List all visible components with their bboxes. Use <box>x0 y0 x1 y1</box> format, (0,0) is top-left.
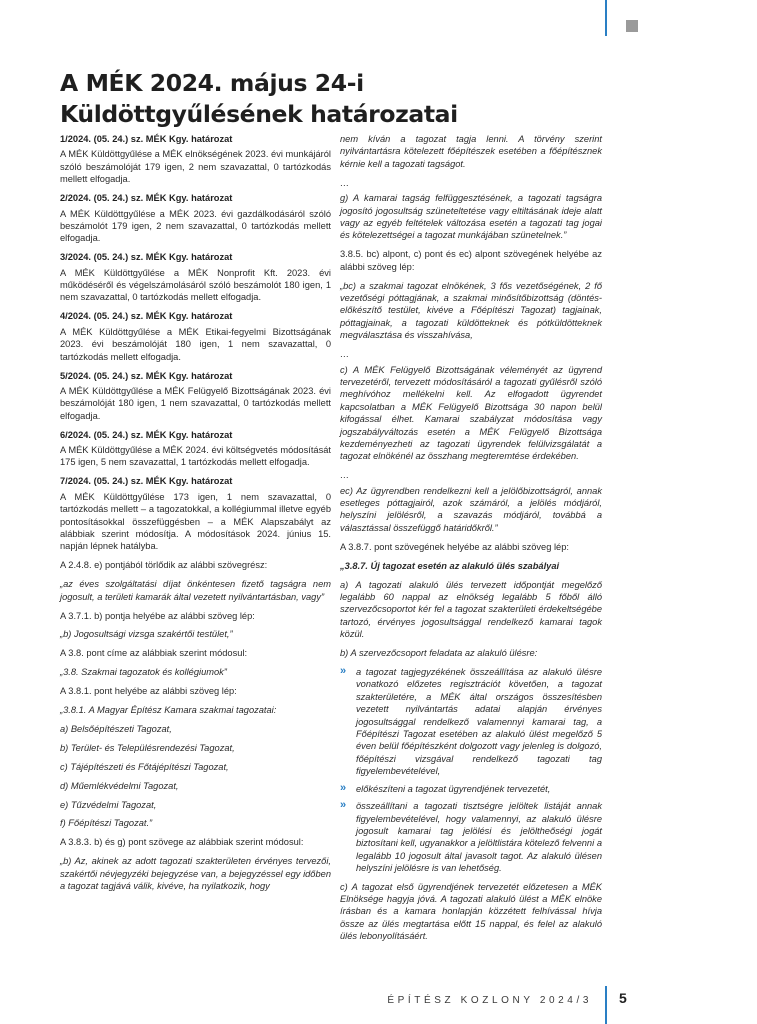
list-item: b) Terület- és Településrendezési Tagozat, <box>60 742 235 753</box>
list-item: » előkészíteni a tagozat ügyrendjének tervezetét, <box>340 781 551 794</box>
amendment-quote: b) A szervezőcsoport feladata az alakuló ülésre: <box>340 648 538 659</box>
amendment-intro: A 3.8.3. b) és g) pont szövege az alábbiak szerint módosul: <box>60 837 304 848</box>
list-item: a) Belsőépítészeti Tagozat, <box>60 723 172 734</box>
resolution-text: A MÉK Küldöttgyűlése a MÉK 2023. évi gazdálkodásáról szóló beszámolót 179 igen, 2 nem szavazattal, 0 tartózkodás mellett elfogadja. <box>60 208 331 244</box>
ellipsis: … <box>340 470 350 481</box>
list-item: » összeállítani a tagozati tisztségre jelöltek listáját annak figyelembevételével, hogy valamennyi, az alakuló ülésre jogosult kamarai tag jelölési és jelöltheőségi jogát biztosítani kell, ugyanakkor a jelöltlistára kötelező felvenni a legalább 10 jogosult által javasolt tagot. Az alakuló ülésen helyszíni jelölésre is van lehetőség. <box>340 799 602 874</box>
footer-accent-rule <box>605 986 607 1024</box>
resolution-heading: 7/2024. (05. 24.) sz. MÉK Kgy. határozat <box>60 476 233 487</box>
resolution-text: A MÉK Küldöttgyűlése 173 igen, 1 nem szavazattal, 0 tartózkodás mellett – a tagozatokkal, a kollégiummal illetve egyéb pontosításokkal összefüggésben – a MÉK Alapszabályt az alábbiak szerint módosítja. A módosítások 2024. június 15. napján lépnek hatályba. <box>60 491 331 552</box>
resolution-heading: 2/2024. (05. 24.) sz. MÉK Kgy. határozat <box>60 193 233 204</box>
list-item: c) Tájépítészeti és Főtájépítészi Tagozat, <box>60 761 229 772</box>
amendment-quote: „3.8. Szakmai tagozatok és kollégiumok” <box>60 667 227 678</box>
page-number: 5 <box>619 990 627 1006</box>
amendment-quote: nem kíván a tagozat tagja lenni. A törvény szerint nyilvántartásra kötelezett főépítészek esetében a főépítésznek kérnie kell a tagozati tagságot. <box>340 134 602 169</box>
bullet-icon: » <box>340 799 347 812</box>
resolution-heading: 1/2024. (05. 24.) sz. MÉK Kgy. határozat <box>60 134 233 144</box>
list-item: f) Főépítészi Tagozat.” <box>60 818 153 829</box>
amendment-quote: „bc) a szakmai tagozat elnökének, 3 fős vezetőségének, 2 fő vezetőségi póttagjának, a szakmai minősítőbizottság (döntés-előkészítő testület, kivéve a Főépítészi Tagozat) tagjainak, póttagjainak, a tagozati küldötteknek és pótküldötteknek megválasztása és visszahívása, <box>340 280 602 341</box>
right-column <box>340 133 602 949</box>
amendment-intro: 3.8.5. bc) alpont, c) pont és ec) alpont szövegének helyébe az alábbi szöveg lép: <box>340 249 602 272</box>
amendment-quote: „b) Jogosultsági vizsga szakértői testület,” <box>60 629 233 640</box>
resolution-text: A MÉK Küldöttgyűlése a MÉK 2024. évi költségvetés módosítását 175 igen, 5 nem szavazattal, 1 tartózkodás mellett elfogadja. <box>60 445 331 468</box>
amendment-quote: „az éves szolgáltatási díjat önkéntesen fizető tagságra nem jogosult, a területi kamarák által vezetett nyilvántartásban, vagy” <box>60 579 331 602</box>
bullet-icon: » <box>340 665 347 678</box>
amendment-quote: c) A MÉK Felügyelő Bizottságának véleményét az ügyrend tervezetéről, tervezett módosításáról a tagozati gyűlésről szóló meghívóhoz mellékelni kell. Az elfogadott ügyrendet kapcsolatban a MÉK Felügyelő Bizottsága 30 napon belül kifogással élhet. Kamarai szabályzat módosítása vagy jogszabályváltozás esetén a MÉK Felügyelő Bizottsága kezdeményezheti az tagozati ügyrendek felülvizsgálatát a tagozat elnökénél az összhang megteremtése érdekében. <box>340 364 602 462</box>
resolution-text: A MÉK Küldöttgyűlése a MÉK Felügyelő Bizottságának 2023. évi beszámolóját 180 igen, 1 nem szavazattal, 0 tartózkodás mellett elfogadja. <box>60 385 331 421</box>
amendment-intro: A 3.8.7. pont szövegének helyébe az alábbi szöveg lép: <box>340 541 569 552</box>
left-column <box>60 133 331 899</box>
resolution-heading: 4/2024. (05. 24.) sz. MÉK Kgy. határozat <box>60 311 233 322</box>
bullet-icon: » <box>340 781 347 794</box>
amendment-quote: „3.8.1. A Magyar Építész Kamara szakmai tagozatai: <box>60 705 277 716</box>
resolution-heading: 6/2024. (05. 24.) sz. MÉK Kgy. határozat <box>60 429 233 440</box>
resolution-heading: 3/2024. (05. 24.) sz. MÉK Kgy. határozat <box>60 252 233 263</box>
list-item: » a tagozat tagjegyzékének összeállítása az alakuló ülésre vonatkozó előzetes regisztrációt követően, a tagozat szakterületére, a MÉK által országos összesítésben vezetett nyilvántartás adatai alapján érvényes jogosultsággal rendelkező valamennyi kamarai tag, a Főépítészi Tagozat esetében az alakuló ülést megelőző 5 éven belül főépítészként dolgozott vagy jelenleg is dolgozó, főépítészi vizsgával rendelkező tagozati tag figyelembevételével, <box>340 665 602 777</box>
list-item: e) Tűzvédelmi Tagozat, <box>60 799 157 810</box>
resolution-heading: 5/2024. (05. 24.) sz. MÉK Kgy. határozat <box>60 370 233 381</box>
amendment-quote: a) A tagozati alakuló ülés tervezett időpontját megelőző legalább 60 nappal az elnökség legalább 5 főből álló szervezőcsoportot kér fel a tagozat szakterületi érdekeltségébe tartozó, érvényes jogosultsággal rendelkező kamarai tagok közül. <box>340 579 602 640</box>
amendment-quote: g) A kamarai tagság felfüggesztésének, a tagozati tagságra jogosító jogosultság szüneteltetése vagy eltiltásának ideje alatt vagy az egyéb feltételek változása esetén a tagozati tag jogai és kötelezettségei a tagozat munkájában szünetelnek.” <box>340 193 602 241</box>
resolution-text: A MÉK Küldöttgyűlése a MÉK Etikai-fegyelmi Bizottságának 2023. évi beszámolóját 180 igen, 1 nem szavazattal, 0 tartózkodás mellett elfogadja. <box>60 326 331 362</box>
amendment-intro: A 3.8. pont címe az alábbiak szerint módosul: <box>60 648 248 659</box>
ellipsis: … <box>340 349 350 360</box>
list-item: d) Műemlékvédelmi Tagozat, <box>60 780 179 791</box>
top-accent-rule <box>605 0 607 36</box>
ellipsis: … <box>340 177 350 188</box>
page-title: A MÉK 2024. május 24-i Küldöttgyűlésének határozatai <box>60 69 458 128</box>
amendment-intro: A 3.8.1. pont helyébe az alábbi szöveg lép: <box>60 686 237 697</box>
bullet-list <box>340 666 602 875</box>
publication-name: ÉPÍTÉSZ KOZLONY 2024/3 <box>387 995 592 1006</box>
corner-square-icon <box>626 20 638 32</box>
amendment-intro: A 3.7.1. b) pontja helyébe az alábbi szöveg lép: <box>60 610 255 621</box>
amendment-quote: c) A tagozat első ügyrendjének tervezetét előzetesen a MÉK Elnöksége hagyja jóvá. A tagozati alakuló ülést a MÉK elnöke írásban és a kamara honlapján közzétett felhívással hívja össze az ülés megtartása előtt 15 nappal, és felel az alakuló ülés lebonyolításáért. <box>340 881 602 942</box>
amendment-quote: ec) Az ügyrendben rendelkezni kell a jelölőbizottságról, annak esetleges póttagjairól, azok számáról, a jelölés módjáról, helyszíni jelölésről, a szavazás módjáról, továbbá a választással összefüggő határidőkről.” <box>340 485 602 533</box>
amendment-quote: „b) Az, akinek az adott tagozati szakterületen érvényes tervezői, szakértői névjegyzéki bejegyzése van, a bejegyzéssel egy időben a tagozat tagjává válik, kivéve, ha nyilatkozik, hogy <box>60 856 331 892</box>
resolution-text: A MÉK Küldöttgyűlése a MÉK elnökségének 2023. évi munkájáról szóló beszámolóját 179 igen, 2 nem szavazattal, 0 tartózkodás mellett elfogadja. <box>60 149 331 185</box>
resolution-text: A MÉK Küldöttgyűlése a MÉK Nonprofit Kft. 2023. évi működéséről és végelszámolásáról szóló beszámolót 180 igen, 1 nem szavazattal, 0 tartózkodás mellett elfogadja. <box>60 267 331 303</box>
amendment-intro: A 2.4.8. e) pontjából törlődik az alábbi szövegrész: <box>60 560 268 571</box>
section-subtitle: „3.8.7. Új tagozat esetén az alakuló ülés szabályai <box>340 560 560 571</box>
